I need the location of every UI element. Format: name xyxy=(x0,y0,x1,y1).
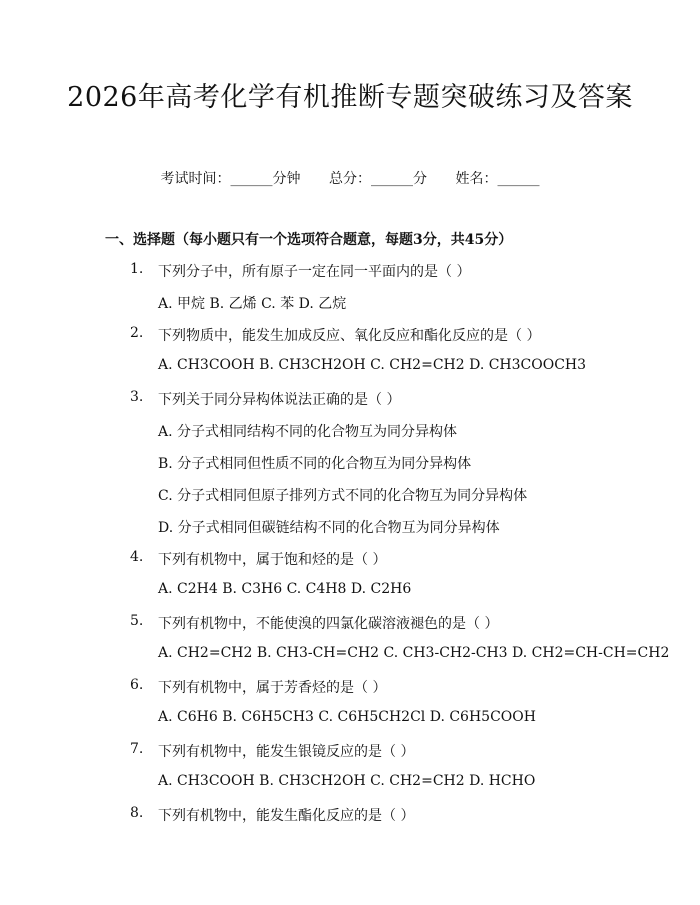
exam-meta xyxy=(0,168,700,188)
question-6-options: A. C6H6 B. C6H5CH3 C. C6H5CH2Cl D. C6H5COOH xyxy=(158,709,536,725)
question-3-option-c: C. 分子式相同但原子排列方式不同的化合物互为同分异构体 xyxy=(158,488,528,504)
section-heading: 一、选择题（每小题只有一个选项符合题意，每题3分，共45分） xyxy=(105,232,513,248)
question-text: 下列有机物中，属于饱和烃的是（ ） xyxy=(158,552,387,568)
question-7-options: A. CH3COOH B. CH3CH2OH C. CH2=CH2 D. HCHO xyxy=(158,773,536,789)
question-number: 3. xyxy=(130,389,144,405)
question-text: 下列有机物中，属于芳香烃的是（ ） xyxy=(158,680,387,696)
exam-score: 总分：______分 xyxy=(329,171,427,187)
question-text: 下列有机物中，不能使溴的四氯化碳溶液褪色的是（ ） xyxy=(158,616,499,632)
question-number: 2. xyxy=(130,325,144,341)
question-text: 下列关于同分异构体说法正确的是（ ） xyxy=(158,392,401,408)
question-5-options: A. CH2=CH2 B. CH3-CH=CH2 C. CH3-CH2-CH3 D. CH2=CH-CH=CH2 xyxy=(158,645,670,661)
question-text: 下列有机物中，能发生酯化反应的是（ ） xyxy=(158,808,415,824)
question-number: 4. xyxy=(130,549,144,565)
question-3-option-b: B. 分子式相同但性质不同的化合物互为同分异构体 xyxy=(158,456,472,472)
exam-time: 考试时间：______分钟 xyxy=(160,171,301,187)
question-1-options: A. 甲烷 B. 乙烯 C. 苯 D. 乙烷 xyxy=(158,296,347,312)
exam-name: 姓名：______ xyxy=(455,171,540,187)
question-4-options: A. C2H4 B. C3H6 C. C4H8 D. C2H6 xyxy=(158,581,412,597)
question-2-options: A. CH3COOH B. CH3CH2OH C. CH2=CH2 D. CH3COOCH3 xyxy=(158,357,587,373)
question-text: 下列有机物中，能发生银镜反应的是（ ） xyxy=(158,744,415,760)
question-number: 6. xyxy=(130,677,144,693)
question-3-option-a: A. 分子式相同结构不同的化合物互为同分异构体 xyxy=(158,424,458,440)
question-number: 7. xyxy=(130,741,144,757)
question-text: 下列物质中，能发生加成反应、氧化反应和酯化反应的是（ ） xyxy=(158,328,541,344)
page-title: 2026年高考化学有机推断专题突破练习及答案 xyxy=(67,82,633,113)
question-number: 5. xyxy=(130,613,144,629)
question-number: 8. xyxy=(130,805,144,821)
question-number: 1. xyxy=(130,261,144,277)
question-text: 下列分子中，所有原子一定在同一平面内的是（ ） xyxy=(158,264,471,280)
question-3-option-d: D. 分子式相同但碳链结构不同的化合物互为同分异构体 xyxy=(158,520,500,536)
